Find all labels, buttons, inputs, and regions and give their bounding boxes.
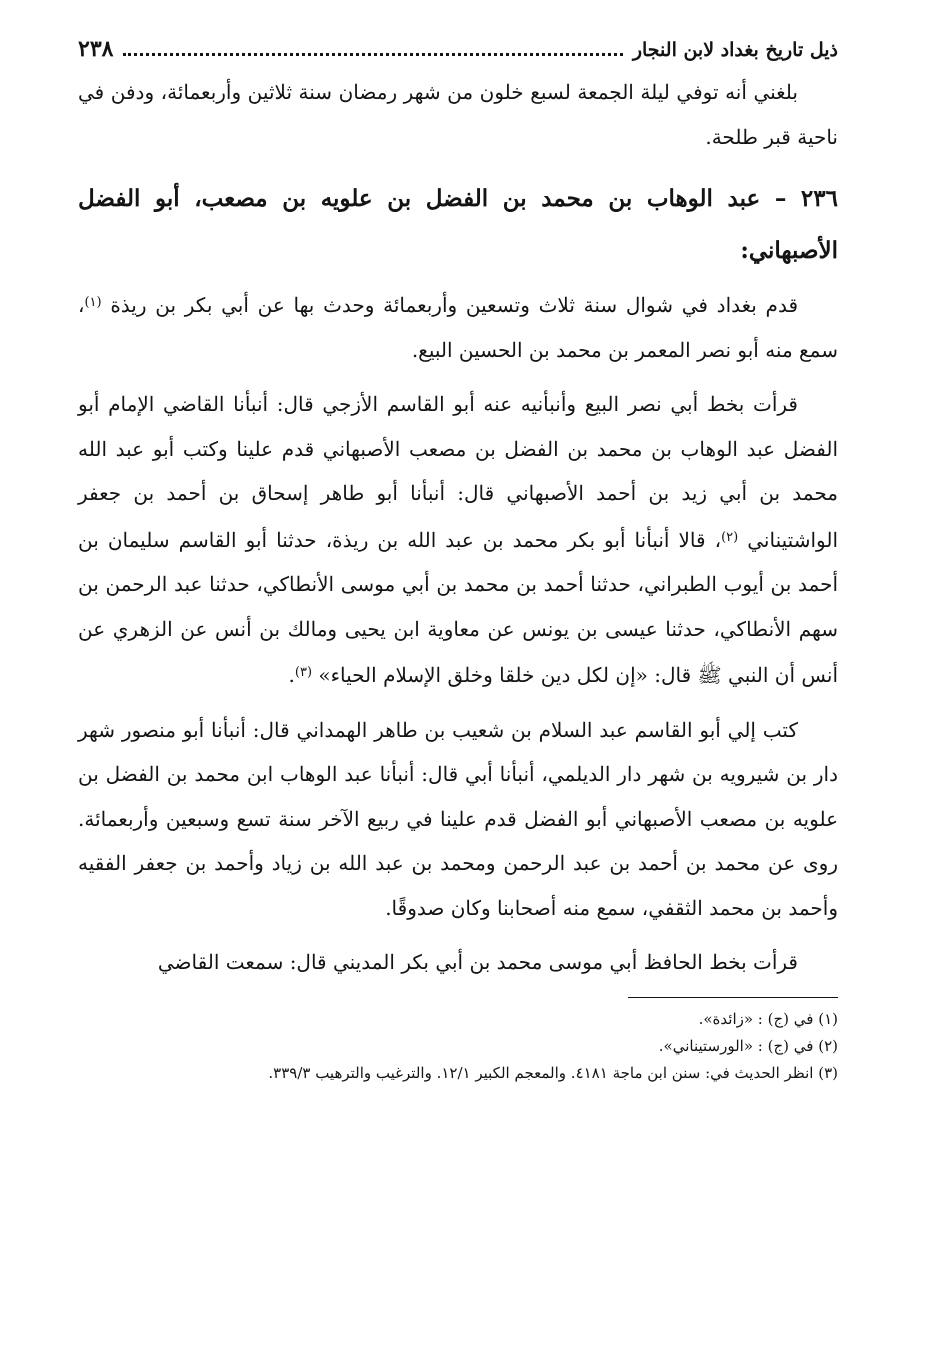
paragraph-2-text-b: ، قالا أنبأنا أبو بكر محمد بن عبد الله بن ريذة، حدثنا أبو القاسم سليمان بن أحمد بن أيوب الطبراني، حدثنا أحمد بن محمد بن أبي موسى الأنطاكي، حدثنا عبد الرحمن بن سهم الأنطاكي، حدثنا عيسى بن يونس عن معاوية ابن يحيى ومالك بن أنس عن الزهري عن أنس أن النبي ﷺ قال: «إن لكل دين خلقا وخلق الإسلام الحياء» (78, 527, 838, 687)
paragraph-3: كتب إلي أبو القاسم عبد السلام بن شعيب بن طاهر الهمداني قال: أنبأنا أبو منصور شهر دار بن شيرويه بن شهر دار الديلمي، أنبأنا أبي قال: أنبأنا عبد الوهاب ابن محمد بن الفضل بن علويه بن مصعب الأصبهاني أبو الفضل قدم علينا في ربيع الآخر سنة تسع وسبعين وأربعمائة. روى عن محمد بن أحمد بن عبد الرحمن ومحمد بن عبد الله بن زياد وأحمد بن جعفر الفقيه وأحمد بن محمد الثقفي، سمع منه أصحابنا وكان صدوقًا. (78, 717, 839, 920)
entry-heading (78, 173, 838, 277)
entry-dash: – (774, 185, 787, 212)
paragraph-2-text-a: قرأت بخط أبي نصر البيع وأنبأنيه عنه أبو القاسم الأزجي قال: أنبأنا القاضي الإمام أبو الفضل عبد الوهاب بن محمد بن الفضل بن مصعب الأصبهاني قدم علينا وكتب أبو عبد الله محمد بن أبي زيد بن أحمد الأصبهاني قال: أنبأنا أبو طاهر إسحاق بن أحمد بن جعفر الواشتيناني (78, 392, 838, 552)
entry-heading-text: عبد الوهاب بن محمد بن الفضل بن علويه بن مصعب، أبو الفضل الأصبهاني: (78, 185, 838, 264)
paragraph-4: قرأت بخط الحافظ أبي موسى محمد بن أبي بكر المديني قال: سمعت القاضي (157, 950, 798, 974)
paragraph-1 (78, 281, 838, 372)
entry-number: ٢٣٦ (800, 185, 838, 212)
paragraph-2 (78, 382, 838, 698)
book-page (78, 36, 838, 1087)
opening-paragraph: بلغني أنه توفي ليلة الجمعة لسبع خلون من شهر رمضان سنة ثلاثين وأربعمائة، ودفن في ناحية قبر طلحة. (78, 80, 838, 149)
footnote-divider (628, 997, 838, 998)
footnote-3: (٣) انظر الحديث في: سنن ابن ماجة ٤١٨١. والمعجم الكبير ١٢/١. والترغيب والترهيب ٣٣٩/٣. (268, 1063, 838, 1082)
footnote-ref-1[interactable]: (١) (84, 295, 102, 310)
footnote-ref-2[interactable]: (٢) (721, 529, 739, 545)
book-title: ذيل تاريخ بغداد لابن النجار (632, 39, 838, 61)
footnote-2: (٢) في (ج) : «الورستيناني». (658, 1036, 838, 1055)
paragraph-1-text-b: ، سمع منه أبو نصر المعمر بن محمد بن الحسين البيع. (78, 293, 838, 362)
leader-dots (123, 53, 622, 56)
running-head (78, 36, 838, 70)
page-number: ٢٣٨ (78, 36, 114, 62)
footnote-ref-3[interactable]: (٣) (294, 665, 313, 680)
paragraph-2-end: . (288, 663, 295, 687)
paragraph-1-text-a: قدم بغداد في شوال سنة ثلاث وتسعين وأربعمائة وحدث بها عن أبي بكر بن ريذة (110, 293, 798, 317)
footnotes (78, 1006, 838, 1087)
footnote-1: (١) في (ج) : «زائدة». (698, 1009, 838, 1028)
